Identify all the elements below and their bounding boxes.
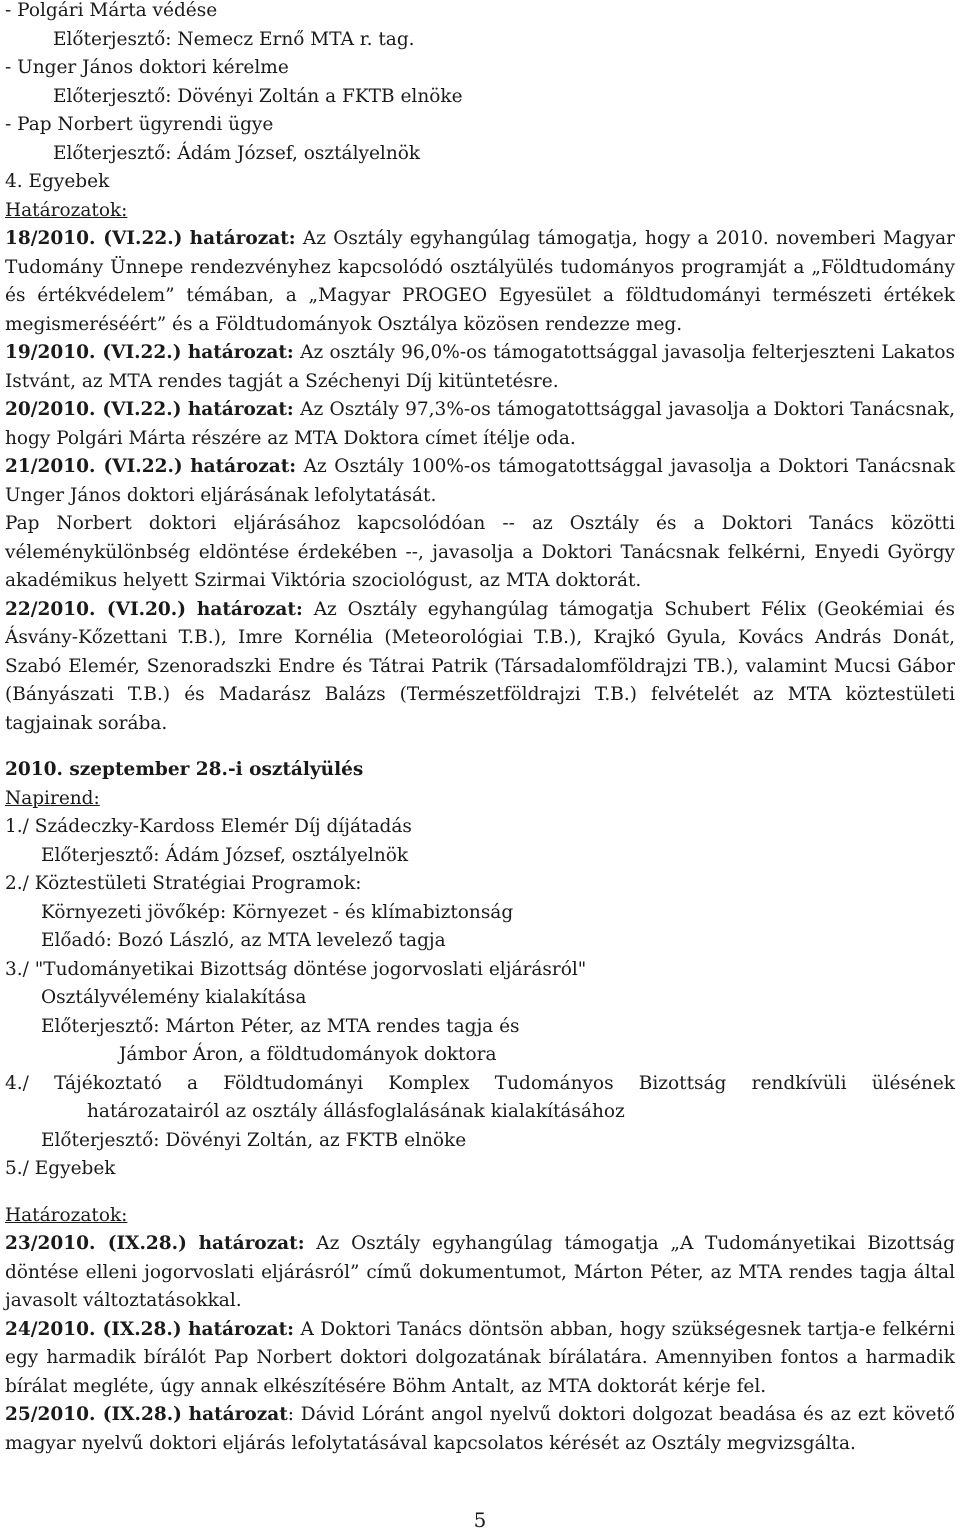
spacer (5, 738, 955, 756)
meeting-title-text: 2010. szeptember 28.-i osztályülés (5, 759, 364, 780)
resolution-text: Az Osztály 100%-os támogatottsággal javasolja a Doktori Tanácsnak Unger János doktori eljárásának lefolytatását. (5, 456, 956, 506)
resolutions-heading: Határozatok: (5, 199, 128, 221)
page-number: 5 (473, 1508, 487, 1532)
agenda-presenter: Előterjesztő: Ádám József, osztályelnök (53, 142, 421, 164)
agenda-3: 3./ "Tudományetikai Bizottság döntése jogorvoslati eljárásról" (5, 958, 587, 980)
agenda-2-subtitle: Környezeti jövőkép: Környezet - és klímabiztonság (41, 901, 514, 923)
resolution-21 (5, 453, 955, 510)
agenda-item-pap: - Pap Norbert ügyrendi ügye (5, 114, 274, 135)
resolution-text: A Doktori Tanács döntsön abban, hogy szükségesnek tartja-e felkérni egy harmadik bírálót Pap Norbert doktori dolgozatának bírálatára. Amennyiben fontos a harmadik bírálat megléte, úgy annak elkészítésére Böhm Antalt, az MTA doktorát kérje fel. (5, 1318, 955, 1397)
resolution-number: 18/2010. (VI.22.) (5, 228, 183, 249)
meeting-title (5, 756, 955, 785)
agenda-2: 2./ Köztestületi Stratégiai Programok: (5, 873, 362, 894)
agenda-4-continuation: határozatairól az osztály állásfoglalásának kialakításához (87, 1101, 625, 1122)
resolution-text: Az osztály 96,0%-os támogatottsággal javasolja felterjeszteni Lakatos Istvánt, az MTA rendes tagját a Széchenyi Díj kitüntetésre. (5, 342, 955, 392)
agenda-item-unger: - Unger János doktori kérelme (5, 57, 289, 78)
agenda-1-presenter: Előterjesztő: Ádám József, osztályelnök (41, 844, 409, 866)
resolution-text: Az Osztály egyhangúlag támogatja, hogy a 2010. novemberi Magyar Tudomány Ünnepe rendezvényhez kapcsolódó osztályülés tudományos programját a „Földtudomány és értékvédelem” témában, a „Magyar PROGEO Egyesület a földtudományi természeti értékek megismeréséért” és a Földtudományok Osztálya közösen rendezze meg. (5, 228, 955, 335)
resolution-23 (5, 1230, 955, 1316)
agenda-4: 4./ Tájékoztató a Földtudományi Komplex Tudományos Bizottság rendkívüli ülésének (5, 1072, 955, 1094)
agenda-presenter: Előterjesztő: Dövényi Zoltán a FKTB elnöke (53, 85, 463, 107)
resolution-number: 24/2010. (IX.28.) (5, 1318, 182, 1340)
resolution-20 (5, 396, 955, 453)
resolution-keyword: határozat: (187, 399, 294, 420)
resolution-number: 20/2010. (VI.22.) (5, 399, 182, 420)
agenda-3-presenter-2: Jámbor Áron, a földtudományok doktora (119, 1044, 497, 1065)
agenda-presenter: Előterjesztő: Nemecz Ernő MTA r. tag. (53, 28, 415, 50)
resolution-25 (5, 1401, 955, 1458)
agenda-3-presenter: Előterjesztő: Márton Péter, az MTA rendes tagja és (41, 1015, 520, 1037)
resolution-number: 21/2010. (VI.22.) (5, 456, 183, 477)
resolution-number: 25/2010. (IX.28.) (5, 1404, 182, 1425)
resolution-keyword: határozat: (190, 456, 297, 477)
agenda-item-egyebek: 4. Egyebek (5, 171, 110, 192)
resolution-number: 23/2010. (IX.28.) (5, 1233, 187, 1254)
resolution-text: Az Osztály egyhangúlag támogatja „A Tudományetikai Bizottság döntése elleni jogorvoslati eljárásról” című dokumentumot, Márton Péter, az MTA rendes tagja által javasolt változtatásokkal. (5, 1233, 956, 1311)
resolution-text: Az Osztály 97,3%-os támogatottsággal javasolja a Doktori Tanácsnak, hogy Polgári Márta részére az MTA Doktora címet ítélje oda. (5, 399, 955, 449)
resolution-number: 22/2010. (VI.20.) (5, 598, 186, 620)
agenda-4-presenter: Előterjesztő: Dövényi Zoltán, az FKTB elnöke (41, 1129, 467, 1151)
resolution-19 (5, 339, 955, 396)
resolution-keyword: határozat: (189, 228, 296, 249)
resolution-keyword: határozat: (198, 1233, 305, 1254)
resolutions-heading-2: Határozatok: (5, 1204, 128, 1226)
pap-norbert-paragraph: Pap Norbert doktori eljárásához kapcsolódóan -- az Osztály és a Doktori Tanács közötti véleménykülönbség eldöntése érdekében --, javasolja a Doktori Tanácsnak felkérni, Enyedi György akadémikus helyett Szirmai Viktória szociológust, az MTA doktorát. (5, 513, 955, 591)
agenda-3-subtitle: Osztályvélemény kialakítása (41, 987, 307, 1008)
resolution-18 (5, 225, 955, 339)
resolution-keyword: határozat: (196, 598, 303, 620)
agenda-5: 5./ Egyebek (5, 1158, 116, 1179)
spacer (5, 1184, 955, 1202)
agenda-item-polgari: - Polgári Márta védése (5, 0, 218, 21)
agenda-2-presenter: Előadó: Bozó László, az MTA levelező tagja (41, 930, 446, 951)
agenda-heading: Napirend: (5, 787, 100, 809)
resolution-keyword: határozat: (187, 342, 294, 363)
agenda-1: 1./ Szádeczky-Kardoss Elemér Díj díjátadás (5, 816, 412, 837)
resolution-text: : Dávid Lóránt angol nyelvű doktori dolgozat beadása és az ezt követő magyar nyelvű doktori eljárás lefolytatásával kapcsolatos kérését az Osztály megvizsgálta. (5, 1404, 955, 1454)
resolution-keyword: határozat: (188, 1318, 295, 1340)
resolution-24 (5, 1316, 955, 1402)
document-body (5, 0, 955, 1458)
resolution-keyword: határozat (188, 1404, 288, 1425)
resolution-text: Az Osztály egyhangúlag támogatja Schubert Félix (Geokémiai és Ásvány-Kőzettani T.B.), Imre Kornélia (Meteorológiai T.B.), Krajkó Gyula, Kovács András Donát, Szabó Elemér, Szenoradszki Endre és Tátrai Patrik (Társadalomföldrajzi TB.), valamint Mucsi Gábor (Bányászati T.B.) és Madarász Balázs (Természetföldrajzi T.B.) felvételét az MTA köztestületi tagjainak sorába. (5, 598, 956, 734)
resolution-22 (5, 596, 955, 739)
resolution-number: 19/2010. (VI.22.) (5, 342, 182, 363)
